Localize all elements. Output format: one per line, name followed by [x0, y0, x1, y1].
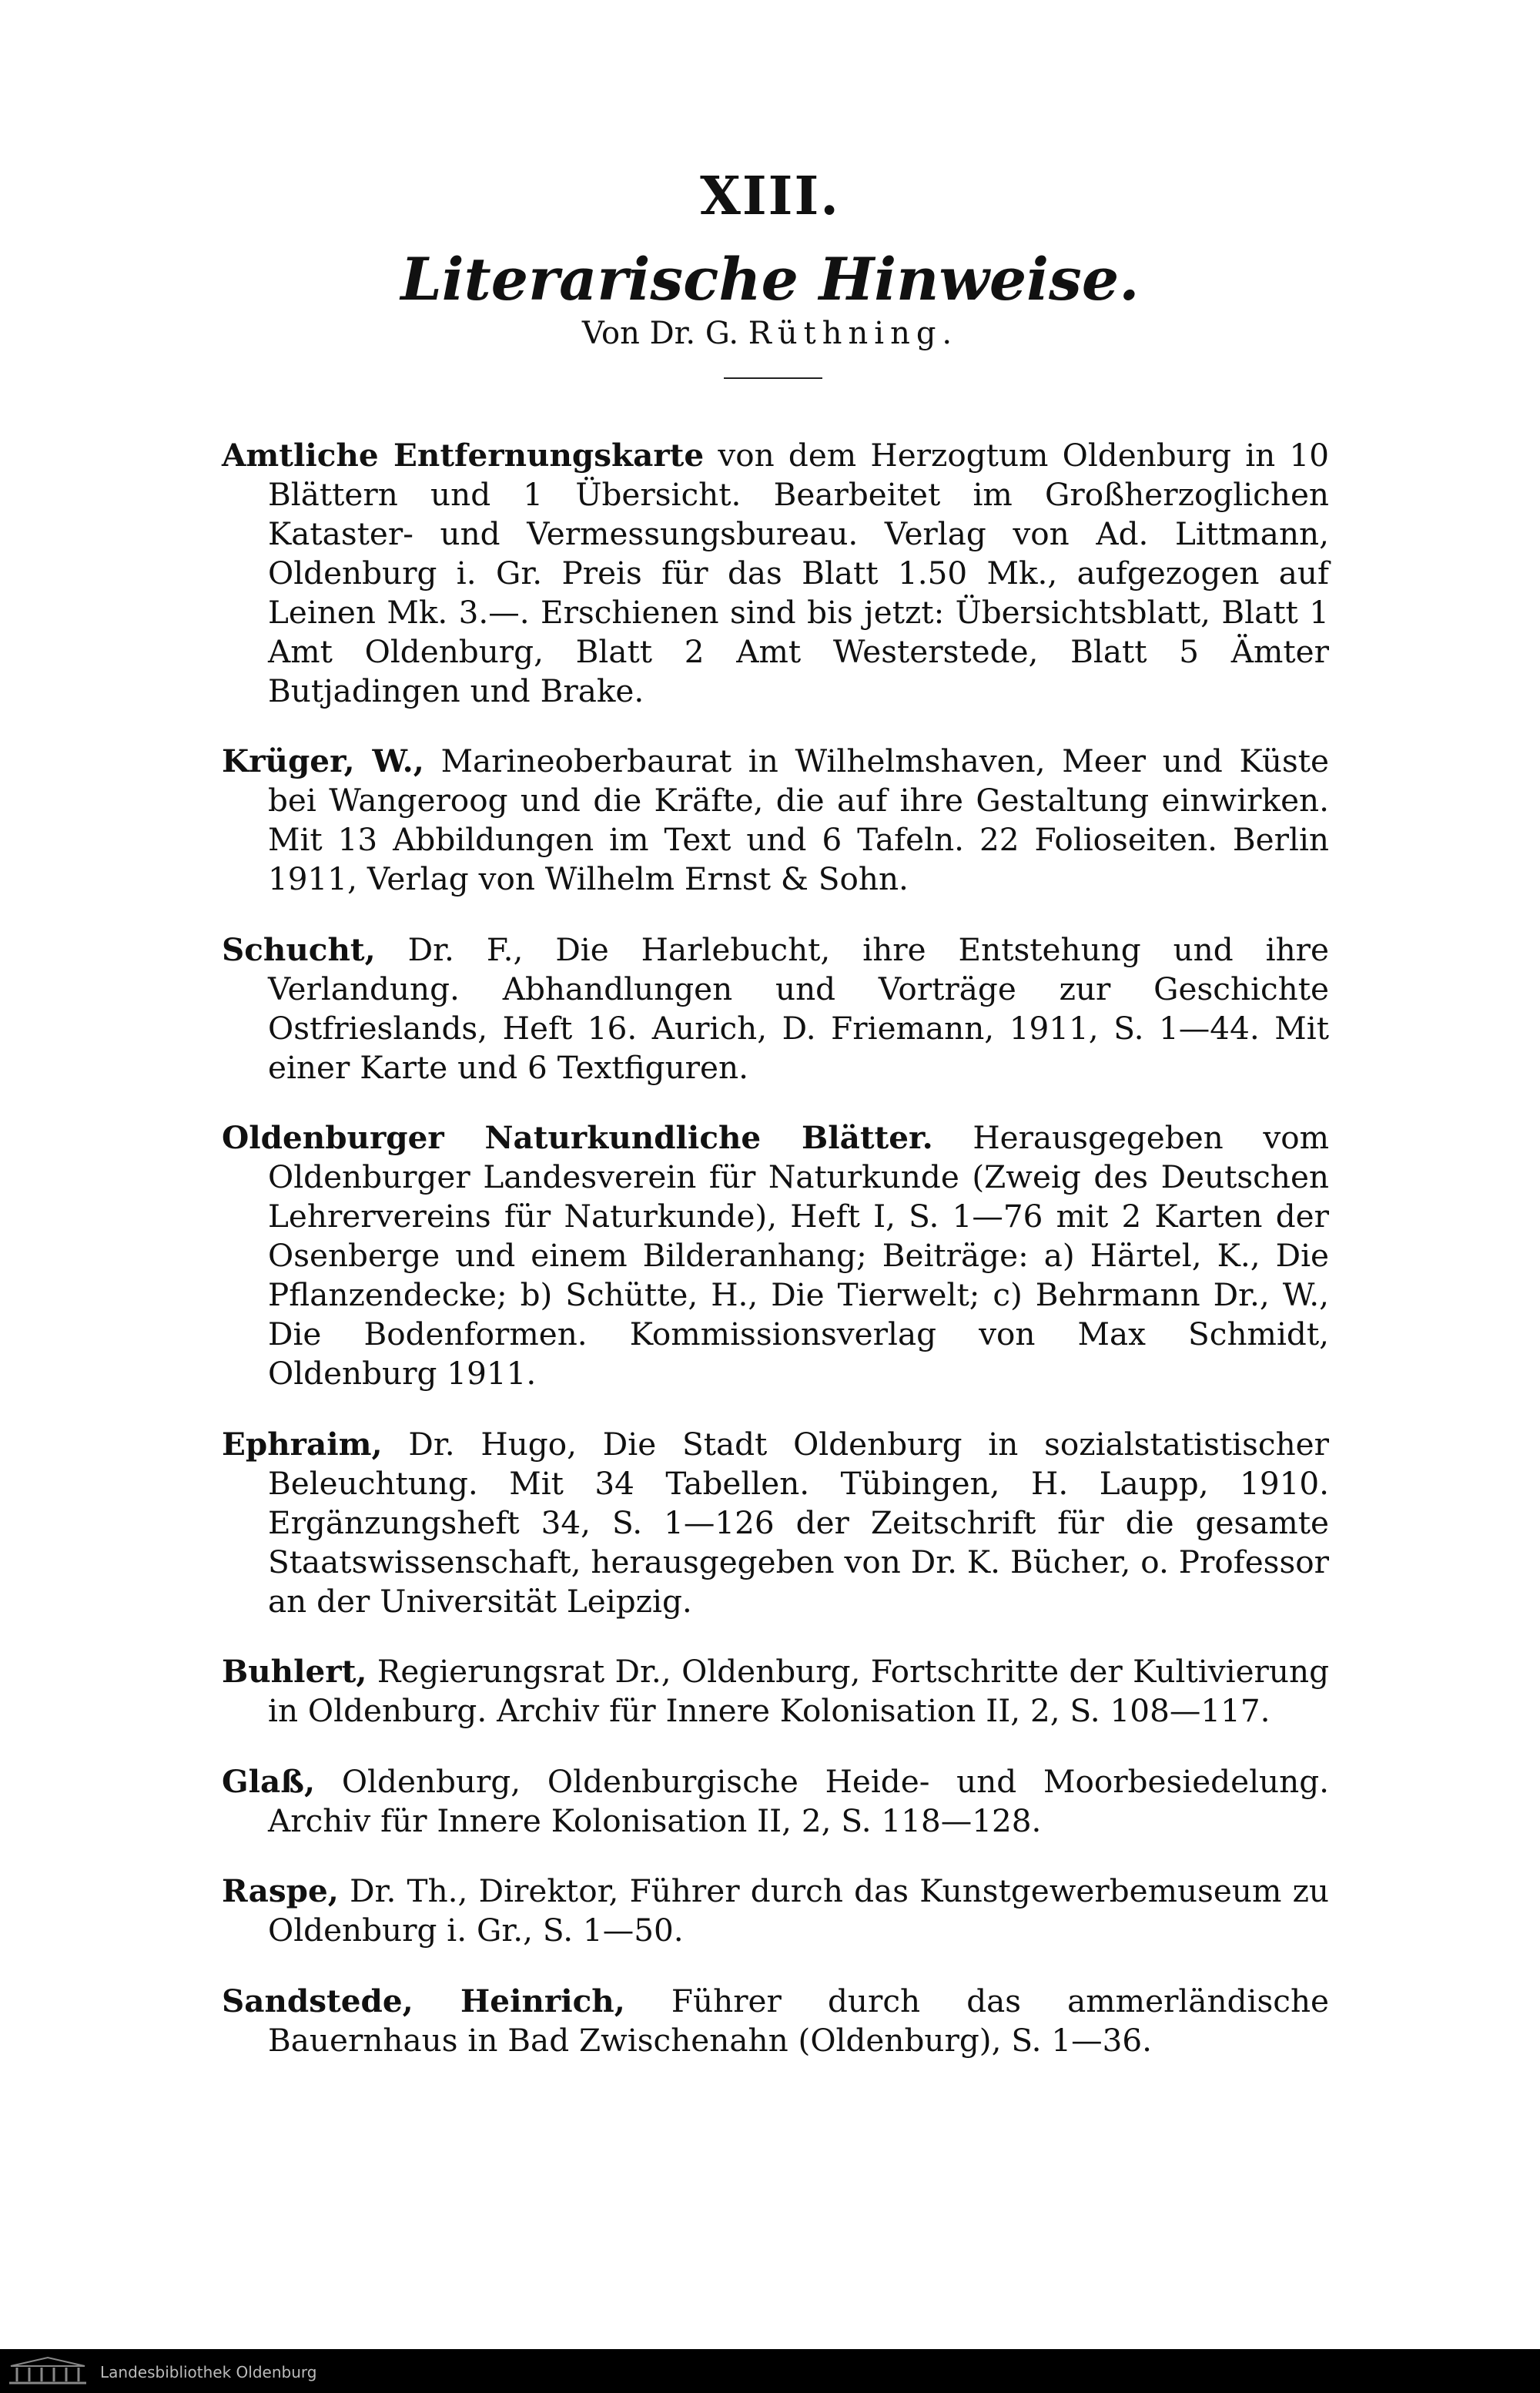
entry-text: Führer durch das ammerländische Bauernhaus in Bad Zwischenahn (Oldenburg), S. 1—36.	[268, 1982, 1329, 2059]
entry-headword: Sandstede, Heinrich,	[222, 1982, 625, 2019]
reference-entry	[222, 436, 1329, 711]
entry-headword: Krüger, W.,	[222, 742, 424, 779]
author-line	[0, 316, 1540, 351]
entry-text: Dr. Hugo, Die Stadt Oldenburg in sozialstatistischer Beleuchtung. Mit 34 Tabellen. Tübingen, H. Laupp, 1910. Ergänzungsheft 34, S. 1—126 der Zeitschrift für die gesamte Staatswissenschaft, herausgegeben von Dr. K. Bücher, o. Professor an der Universität Leipzig.	[268, 1425, 1330, 1620]
title-divider	[724, 377, 822, 379]
author-prefix: Von Dr. G.	[581, 316, 739, 351]
library-building-icon	[8, 2355, 89, 2386]
entry-headword: Schucht,	[222, 930, 376, 968]
entry-text: Marineoberbaurat in Wilhelmshaven, Meer und Küste bei Wangeroog und die Kräfte, die auf ihre Gestaltung einwirken. Mit 13 Abbildungen im Text und 6 Tafeln. 22 Folioseiten. Berlin 1911, Verlag von Wilhelm Ernst & Sohn.	[268, 742, 1329, 897]
page-title: Literarische Hinweise.	[400, 245, 1140, 313]
reference-entry	[222, 930, 1329, 1088]
chapter-number: XIII.	[700, 166, 840, 227]
entry-headword: Glaß,	[222, 1762, 316, 1800]
entry-text: Regierungsrat Dr., Oldenburg, Fortschritte der Kultivierung in Oldenburg. Archiv für Innere Kolonisation II, 2, S. 108—117.	[268, 1653, 1329, 1729]
entry-text: Dr. Th., Direktor, Führer durch das Kunstgewerbemuseum zu Oldenburg i. Gr., S. 1—50.	[268, 1872, 1329, 1949]
reference-list	[222, 404, 1329, 2067]
library-name: Landesbibliothek Oldenburg	[100, 2363, 317, 2381]
reference-entry	[222, 742, 1329, 899]
entry-text: Oldenburg, Oldenburgische Heide- und Moorbesiedelung. Archiv für Innere Kolonisation II, 2, S. 118—128.	[268, 1762, 1329, 1839]
reference-entry	[222, 1118, 1329, 1393]
author-name: Rüthning.	[748, 316, 959, 351]
reference-entry	[222, 1425, 1329, 1621]
entry-text: von dem Herzogtum Oldenburg in 10 Blättern und 1 Übersicht. Bearbeitet im Großherzoglichen Kataster- und Vermessungsbureau. Verlag von Ad. Littmann, Oldenburg i. Gr. Preis für das Blatt 1.50 Mk., aufgezogen auf Leinen Mk. 3.—. Erschienen sind bis jetzt: Übersichtsblatt, Blatt 1 Amt Oldenburg, Blatt 2 Amt Westerstede, Blatt 5 Ämter Butjadingen und Brake.	[268, 436, 1329, 709]
entry-headword: Raspe,	[222, 1872, 339, 1909]
entry-headword: Oldenburger Naturkundliche Blätter.	[222, 1119, 933, 1156]
entry-text: Herausgegeben vom Oldenburger Landesverein für Naturkunde (Zweig des Deutschen Lehrervereins für Naturkunde), Heft I, S. 1—76 mit 2 Karten der Osenberge und einem Bilderanhang; Beiträge: a) Härtel, K., Die Pflanzendecke; b) Schütte, H., Die Tierwelt; c) Behrmann Dr., W., Die Bodenformen. Kommissionsverlag von Max Schmidt, Oldenburg 1911.	[268, 1119, 1329, 1392]
footer-bar	[0, 2349, 1540, 2393]
reference-entry	[222, 1982, 1329, 2060]
entry-headword: Ephraim,	[222, 1425, 383, 1463]
entry-headword: Amtliche Entfernungskarte	[222, 436, 705, 474]
reference-entry	[222, 1652, 1329, 1731]
reference-entry	[222, 1762, 1329, 1841]
entry-headword: Buhlert,	[222, 1653, 367, 1690]
entry-text: Dr. F., Die Harlebucht, ihre Entstehung und ihre Verlandung. Abhandlungen und Vorträge zur Geschichte Ostfrieslands, Heft 16. Aurich, D. Friemann, 1911, S. 1—44. Mit einer Karte und 6 Textfiguren.	[268, 930, 1329, 1086]
reference-entry	[222, 1872, 1329, 1950]
